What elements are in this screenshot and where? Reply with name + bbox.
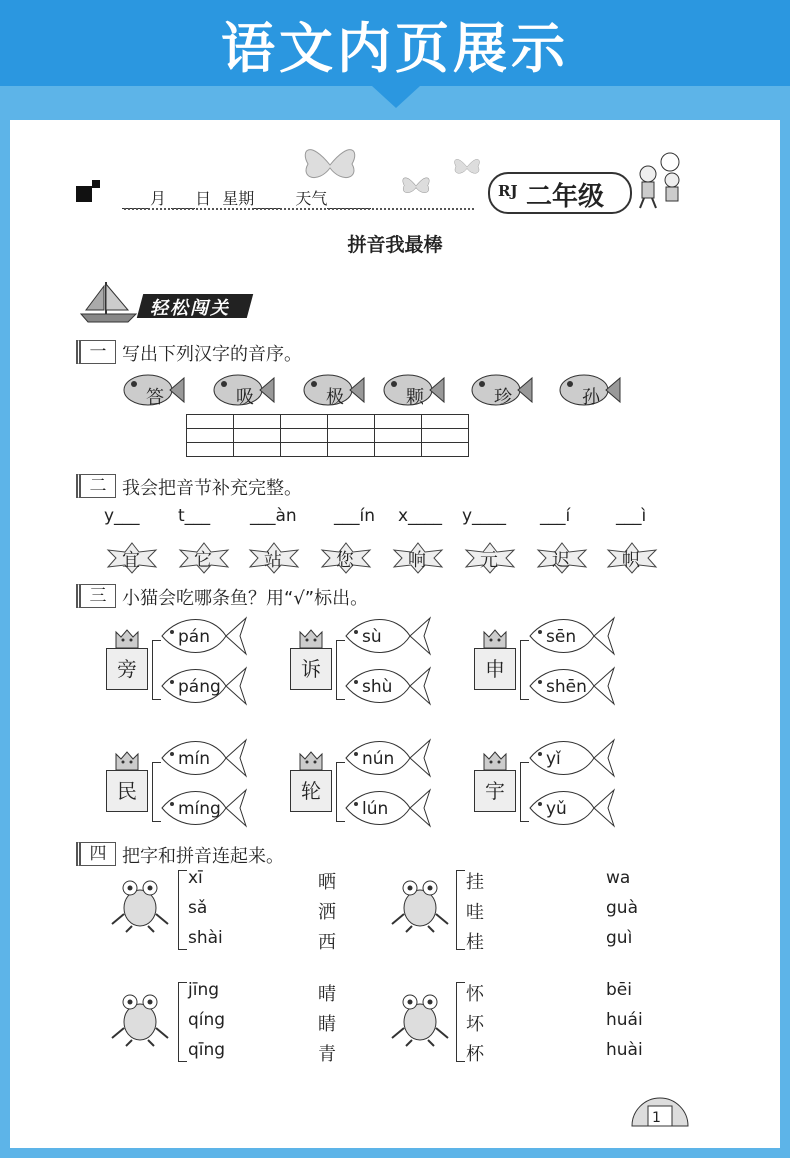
fish-pinyin: shù — [362, 677, 393, 697]
match-char[interactable]: 晴 — [318, 984, 336, 1005]
brace — [456, 870, 465, 950]
match-char[interactable]: 洒 — [318, 902, 336, 923]
brace — [178, 870, 187, 950]
match-pinyin[interactable]: sǎ — [188, 898, 208, 918]
section-1-title: 写出下列汉字的音序。 — [122, 344, 302, 365]
section-2-char: 元 — [480, 550, 498, 571]
match-char[interactable]: 西 — [318, 932, 336, 953]
fish-pinyin: sēn — [546, 627, 577, 647]
banner-title: 语文内页展示 — [221, 17, 569, 80]
frog-icon — [390, 874, 450, 934]
header-dotted-line — [124, 208, 474, 210]
fish-pinyin: nún — [362, 749, 395, 769]
section-1-char: 颗 — [406, 387, 424, 408]
match-pinyin[interactable]: bēi — [606, 980, 632, 1000]
corner-mark-icon — [76, 186, 92, 202]
section-3-title: 小猫会吃哪条鱼？用“√”标出。 — [122, 588, 369, 609]
match-char[interactable]: 桂 — [466, 932, 484, 953]
month-label: 月 — [150, 189, 167, 208]
frog-icon — [390, 988, 450, 1048]
syllable-blank[interactable]: x____ — [398, 506, 443, 526]
syllable-blank[interactable]: t___ — [178, 506, 211, 526]
banner-arrow — [372, 86, 420, 108]
match-pinyin[interactable]: xī — [188, 868, 203, 888]
section-1-char: 极 — [326, 387, 344, 408]
section-1-char: 珍 — [494, 387, 512, 408]
syllable-blank[interactable]: y___ — [104, 506, 140, 526]
fish-option[interactable] — [344, 614, 432, 658]
brace — [456, 982, 465, 1062]
syllable-blank[interactable]: ___àn — [250, 506, 297, 526]
section-4-number: 四 — [76, 842, 116, 866]
cat-char-box: 诉 — [290, 648, 332, 690]
day-label: 日 — [195, 189, 212, 208]
section-1-number: 一 — [76, 340, 116, 364]
edition-label: RJ — [498, 182, 518, 200]
match-char[interactable]: 杯 — [466, 1044, 484, 1065]
fish-pinyin: míng — [178, 799, 221, 819]
cat-char-box: 民 — [106, 770, 148, 812]
fish-pinyin: lún — [362, 799, 389, 819]
fish-pinyin: yǐ — [546, 749, 561, 769]
writing-grid[interactable] — [186, 414, 469, 457]
match-pinyin[interactable]: shài — [188, 928, 223, 948]
banner — [0, 0, 790, 86]
cat-icon — [296, 626, 326, 650]
fish-pinyin: shēn — [546, 677, 587, 697]
match-char[interactable]: 青 — [318, 1044, 336, 1065]
fish-pinyin: mín — [178, 749, 211, 769]
frog-icon — [110, 988, 170, 1048]
match-pinyin[interactable]: huài — [606, 1040, 643, 1060]
weekday-label: 星期 — [222, 189, 255, 208]
section-2-char: 您 — [336, 550, 354, 571]
match-pinyin[interactable]: qíng — [188, 1010, 226, 1030]
badge-label: 轻松闯关 — [150, 298, 230, 319]
cat-icon — [480, 748, 510, 772]
match-char[interactable]: 坏 — [466, 1014, 484, 1035]
weather-label: 天气 — [295, 189, 328, 208]
section-1-char: 答 — [146, 387, 164, 408]
match-char[interactable]: 睛 — [318, 1014, 336, 1035]
match-pinyin[interactable]: qīng — [188, 1040, 226, 1060]
section-2-char: 帜 — [622, 550, 640, 571]
syllable-blank[interactable]: ___ín — [334, 506, 375, 526]
fish-option[interactable] — [528, 786, 616, 830]
ship-icon — [76, 276, 146, 326]
section-2-char: 迟 — [552, 550, 570, 571]
cat-icon — [480, 626, 510, 650]
grade-badge — [488, 172, 632, 214]
fish-pinyin: páng — [178, 677, 221, 697]
match-char[interactable]: 哇 — [466, 902, 484, 923]
section-4-title: 把字和拼音连起来。 — [122, 846, 284, 867]
section-1-char: 吸 — [236, 387, 254, 408]
match-char[interactable]: 挂 — [466, 872, 484, 893]
section-3-number: 三 — [76, 584, 116, 608]
section-2-char: 响 — [408, 550, 426, 571]
match-char[interactable]: 怀 — [466, 984, 484, 1005]
section-1-char: 孙 — [582, 387, 600, 408]
cat-icon — [112, 626, 142, 650]
cat-icon — [296, 748, 326, 772]
fish-pinyin: pán — [178, 627, 210, 647]
cat-char-box: 旁 — [106, 648, 148, 690]
butterfly-small-icon-2 — [452, 154, 482, 180]
section-2-char: 它 — [194, 550, 212, 571]
frog-icon — [110, 874, 170, 934]
kids-soccer-icon — [628, 150, 692, 212]
match-pinyin[interactable]: guà — [606, 898, 638, 918]
section-2-title: 我会把音节补充完整。 — [122, 478, 302, 499]
cat-char-box: 轮 — [290, 770, 332, 812]
cat-char-box: 申 — [474, 648, 516, 690]
match-char[interactable]: 晒 — [318, 872, 336, 893]
fish-option[interactable] — [528, 736, 616, 780]
match-pinyin[interactable]: guì — [606, 928, 633, 948]
match-pinyin[interactable]: jīng — [188, 980, 220, 1000]
fish-pinyin: yǔ — [546, 799, 567, 819]
cat-icon — [112, 748, 142, 772]
match-pinyin[interactable]: huái — [606, 1010, 643, 1030]
corner-mark-icon-small — [92, 180, 100, 188]
syllable-blank[interactable]: y____ — [462, 506, 507, 526]
lesson-title: 拼音我最棒 — [347, 234, 443, 256]
section-2-char: 宜 — [122, 550, 140, 571]
syllable-blank[interactable]: ___ì — [616, 506, 647, 526]
section-2-char: 站 — [264, 550, 282, 571]
butterfly-small-icon — [400, 172, 432, 200]
match-pinyin[interactable]: wa — [606, 868, 631, 888]
section-2-number: 二 — [76, 474, 116, 498]
cat-char-box: 宇 — [474, 770, 516, 812]
syllable-blank[interactable]: ___í — [540, 506, 571, 526]
butterfly-icon — [300, 140, 360, 190]
brace — [178, 982, 187, 1062]
fish-pinyin: sù — [362, 627, 382, 647]
grade-label: 二年级 — [526, 182, 605, 212]
page-number: 1 — [652, 1110, 661, 1126]
